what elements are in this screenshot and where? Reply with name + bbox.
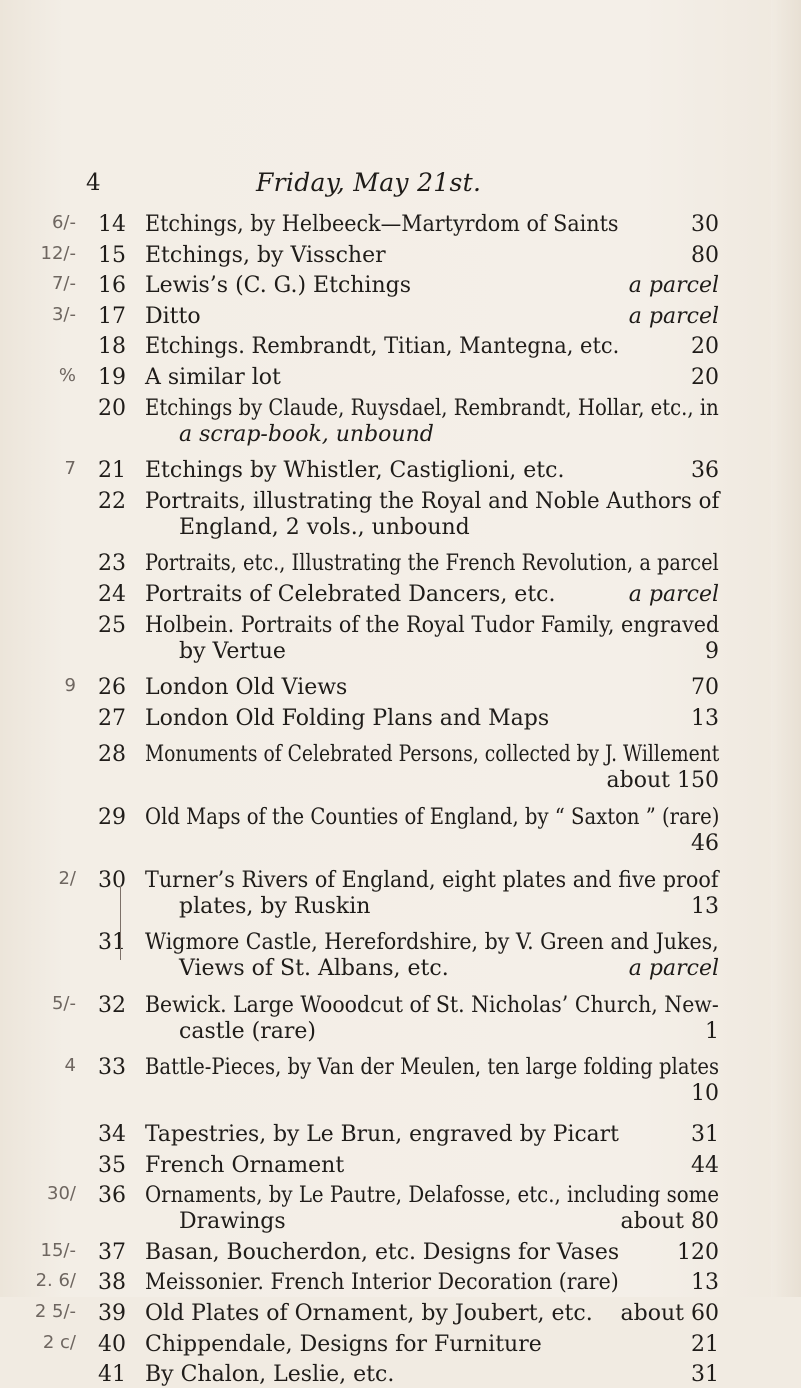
lot-description: Etchings, by Helbeeck—Martyrdom of Saints xyxy=(145,212,619,237)
lot-number: 34 xyxy=(98,1122,126,1147)
lot-description-line xyxy=(145,639,719,665)
lot-number: 24 xyxy=(98,582,126,607)
lot-description-line xyxy=(145,675,719,701)
lot-number: 18 xyxy=(98,334,126,360)
lot-quantity: 30 xyxy=(691,212,719,237)
handwritten-price-mark: 2. 6/ xyxy=(35,1270,76,1292)
lot-description: Tapestries, by Le Brun, engraved by Picart xyxy=(145,1122,619,1147)
lot-description-line xyxy=(145,1183,719,1209)
lot-number: 25 xyxy=(98,612,126,638)
lot-number: 38 xyxy=(98,1270,126,1296)
lot-description-line xyxy=(145,422,719,448)
lot-description: French Ornament xyxy=(145,1152,345,1178)
handwritten-price-mark: 2/ xyxy=(58,867,76,889)
lot-description-line xyxy=(145,489,719,515)
lot-description-line xyxy=(145,515,719,541)
lot-description-line xyxy=(145,805,719,831)
lot-number: 20 xyxy=(98,395,126,421)
lot-quantity: 120 xyxy=(677,1239,719,1265)
lot-description-line xyxy=(145,1019,719,1045)
lot-number: 27 xyxy=(98,705,126,731)
lot-quantity: a parcel xyxy=(628,582,719,607)
lot-description: Etchings by Whistler, Castiglioni, etc. xyxy=(145,458,565,484)
handwritten-price-mark: 6/- xyxy=(51,212,76,233)
handwritten-price-mark: 7 xyxy=(64,458,76,480)
lot-description: Chippendale, Designs for Furniture xyxy=(145,1331,542,1357)
lot-description-line xyxy=(145,956,719,982)
lot-description: Ornaments, by Le Pautre, Delafosse, etc., including some xyxy=(145,1183,720,1209)
lot-quantity: 44 xyxy=(691,1152,719,1178)
lot-description-line xyxy=(145,212,719,238)
lot-description-line xyxy=(145,582,719,608)
lot-description: Bewick. Large Wooodcut of St. Nicholas’ Church, New- xyxy=(145,992,719,1018)
lot-number: 29 xyxy=(98,805,126,830)
lot-number: 16 xyxy=(98,273,126,299)
lot-quantity: a parcel xyxy=(628,273,719,299)
lot-number: 36 xyxy=(98,1183,126,1209)
lot-description-line xyxy=(145,396,719,422)
lot-description-line xyxy=(145,365,719,391)
lot-quantity: about 150 xyxy=(606,768,719,794)
lot-description: Etchings. Rembrandt, Titian, Mantegna, etc. xyxy=(145,334,620,360)
lot-description: Etchings by Claude, Ruysdael, Rembrandt, Hollar, etc., in xyxy=(145,395,719,421)
lot-quantity: about 80 xyxy=(620,1209,719,1235)
lot-number: 19 xyxy=(98,365,126,390)
lot-number: 26 xyxy=(98,675,126,701)
lot-description-line xyxy=(145,742,719,768)
lot-description-line xyxy=(145,868,719,894)
lot-description: Drawings xyxy=(179,1209,286,1235)
lot-number: 40 xyxy=(98,1331,126,1357)
lot-number: 22 xyxy=(98,488,126,514)
lot-quantity: 13 xyxy=(691,705,719,731)
lot-quantity: 36 xyxy=(691,458,719,484)
lot-number: 15 xyxy=(98,242,126,268)
lot-description: Portraits, etc., Illustrating the French Revolution, a parcel xyxy=(145,551,719,577)
lot-description: A similar lot xyxy=(145,365,281,390)
lot-description: Views of St. Albans, etc. xyxy=(179,956,449,982)
lot-description: plates, by Ruskin xyxy=(179,893,371,919)
page-number: 4 xyxy=(86,170,101,196)
lot-description: Etchings, by Visscher xyxy=(145,242,386,268)
lot-description-line xyxy=(145,1301,719,1327)
lot-description-line xyxy=(145,1153,719,1179)
lot-description: Battle-Pieces, by Van der Meulen, ten large folding plates xyxy=(145,1055,720,1081)
lot-quantity: a parcel xyxy=(628,956,719,982)
lot-description-line xyxy=(145,1270,719,1296)
lot-number: 39 xyxy=(98,1301,126,1326)
lot-description-line xyxy=(145,1362,719,1388)
lot-number: 35 xyxy=(98,1152,126,1178)
lot-description: England, 2 vols., unbound xyxy=(179,514,470,540)
lot-description: Turner’s Rivers of England, eight plates and five proof xyxy=(145,867,719,893)
lot-quantity: 10 xyxy=(691,1081,719,1107)
lot-number: 41 xyxy=(98,1362,126,1388)
lot-quantity: 31 xyxy=(691,1122,719,1147)
lot-description-line xyxy=(145,706,719,732)
page-header xyxy=(0,170,801,202)
lot-number: 21 xyxy=(98,458,126,484)
lot-description: Monuments of Celebrated Persons, collected by J. Willement xyxy=(145,742,720,768)
lot-description: a scrap-book, unbound xyxy=(179,421,434,447)
lot-quantity: 20 xyxy=(691,365,719,390)
lot-description: Basan, Boucherdon, etc. Designs for Vases xyxy=(145,1239,620,1265)
lot-quantity: 21 xyxy=(691,1331,719,1357)
lot-description-line xyxy=(145,894,719,920)
lot-description: Portraits, illustrating the Royal and Noble Authors of xyxy=(145,488,720,514)
lot-description: Holbein. Portraits of the Royal Tudor Family, engraved xyxy=(145,612,720,638)
lot-description: Lewis’s (C. G.) Etchings xyxy=(145,273,412,299)
handwritten-price-mark: 5/- xyxy=(51,992,76,1014)
lot-description-line xyxy=(145,1122,719,1148)
lot-description-line xyxy=(145,1240,719,1266)
handwritten-price-mark: 30/ xyxy=(47,1183,76,1205)
lot-description-line xyxy=(145,273,719,299)
handwritten-price-mark: 9 xyxy=(64,675,76,697)
lot-description: Ditto xyxy=(145,303,201,329)
lot-quantity: 13 xyxy=(691,1270,719,1296)
handwritten-price-mark: 15/- xyxy=(40,1239,76,1261)
handwritten-price-mark: 2 c/ xyxy=(42,1331,76,1353)
handwritten-price-mark: 2 5/- xyxy=(34,1301,76,1322)
lot-quantity: 70 xyxy=(691,675,719,701)
lot-description: by Vertue xyxy=(179,638,286,664)
lot-description-line xyxy=(145,768,719,794)
lot-description-line xyxy=(145,1055,719,1081)
lot-number: 32 xyxy=(98,992,126,1018)
lot-number: 33 xyxy=(98,1055,126,1081)
lot-description-line xyxy=(145,831,719,857)
lot-description-line xyxy=(145,1332,719,1358)
lot-number: 37 xyxy=(98,1239,126,1265)
lot-description: Wigmore Castle, Herefordshire, by V. Green and Jukes, xyxy=(145,930,719,956)
lot-description: castle (rare) xyxy=(179,1018,316,1044)
lot-description-line xyxy=(145,930,719,956)
handwritten-price-mark: 7/- xyxy=(51,273,76,295)
lot-description: Portraits of Celebrated Dancers, etc. xyxy=(145,582,556,607)
lot-number: 17 xyxy=(98,303,126,329)
lot-description: London Old Folding Plans and Maps xyxy=(145,705,550,731)
lot-description: Old Maps of the Counties of England, by “ Saxton ” (rare) xyxy=(145,805,720,830)
lot-quantity: 9 xyxy=(705,638,719,664)
lot-description-line xyxy=(145,613,719,639)
lot-description-line xyxy=(145,243,719,269)
lot-number: 28 xyxy=(98,742,126,768)
lot-description-line xyxy=(145,1209,719,1235)
page-title: Friday, May 21st. xyxy=(256,168,482,197)
lot-quantity: 80 xyxy=(691,242,719,268)
lot-quantity: 31 xyxy=(691,1362,719,1388)
lot-description: Old Plates of Ornament, by Joubert, etc. xyxy=(145,1301,593,1326)
lot-description: Meissonier. French Interior Decoration (rare) xyxy=(145,1270,619,1296)
handwritten-price-mark: % xyxy=(58,365,76,386)
handwritten-price-mark: 12/- xyxy=(40,242,76,264)
lot-description-line xyxy=(145,993,719,1019)
lot-description: By Chalon, Leslie, etc. xyxy=(145,1362,395,1388)
lot-quantity: 13 xyxy=(691,893,719,919)
lot-number: 31 xyxy=(98,930,126,956)
lot-description-line xyxy=(145,334,719,360)
lot-quantity: about 60 xyxy=(620,1301,719,1326)
lot-number: 30 xyxy=(98,867,126,893)
lot-description-line xyxy=(145,304,719,330)
lot-quantity: a parcel xyxy=(628,303,719,329)
handwritten-price-mark: 4 xyxy=(64,1055,76,1077)
handwritten-bracket xyxy=(120,886,127,960)
handwritten-price-mark: 3/- xyxy=(51,303,76,325)
lot-description-line xyxy=(145,551,719,577)
lot-quantity: 1 xyxy=(705,1018,719,1044)
lot-number: 23 xyxy=(98,551,126,577)
lot-number: 14 xyxy=(98,212,126,237)
lot-quantity: 20 xyxy=(691,334,719,360)
lot-description-line xyxy=(145,1081,719,1107)
lot-quantity: 46 xyxy=(691,831,719,856)
lot-description-line xyxy=(145,458,719,484)
lot-description: London Old Views xyxy=(145,675,348,701)
